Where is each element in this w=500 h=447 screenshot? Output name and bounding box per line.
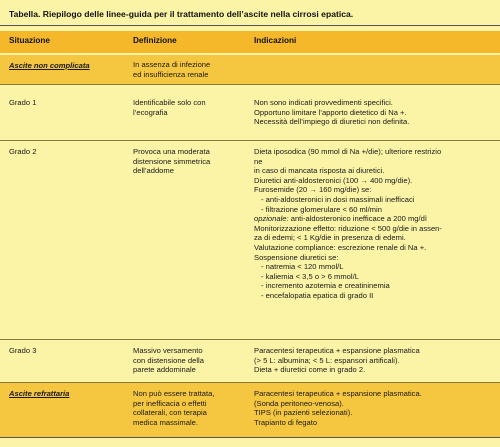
- text-line: collaterali, con terapia: [133, 408, 207, 418]
- text-line: Monitorizzazione effetto: riduzione < 500 g/die in assen-: [254, 223, 442, 233]
- header-situazione: Situazione: [9, 36, 50, 45]
- text-line: za di edemi; < 1 Kg/die in presenza di edemi.: [254, 233, 406, 243]
- cell-definizione: [133, 346, 245, 375]
- bullet-line: - anti-aldosteronici in dosi massimali inefficaci: [261, 194, 415, 204]
- text-line: Diuretici anti-aldosteronici (100 → 400 mg/die).: [254, 175, 413, 185]
- top-rule: [0, 25, 500, 26]
- bullet-line: - incremento azotemia e creatininemia: [261, 281, 390, 291]
- text-line: distensione simmetrica: [133, 156, 211, 166]
- situazione-label: Ascite refrattaria: [9, 389, 70, 398]
- text-line: (> 5 L: albumina; < 5 L: espansori artificali).: [254, 355, 400, 365]
- text-line: per inefficacia o effetti: [133, 398, 207, 408]
- text-line: dell’addome: [133, 166, 174, 176]
- text-line: Paracentesi terapeutica + espansione plasmatica: [254, 346, 420, 355]
- text-line: con distensione della: [133, 355, 204, 365]
- text-line: Non può essere trattata,: [133, 389, 215, 398]
- table-header: [0, 31, 500, 53]
- cell-indicazioni: [254, 389, 492, 427]
- text-line: Dieta + diuretici come in grado 2.: [254, 365, 366, 375]
- header-definizione: Definizione: [133, 36, 177, 45]
- cell-definizione: [133, 389, 245, 427]
- cell-indicazioni: [254, 346, 492, 375]
- bottom-rule: [0, 437, 500, 438]
- row-ascite-refrattaria: [0, 383, 500, 437]
- row-grado-2: [0, 141, 500, 339]
- cell-indicazioni: [254, 147, 492, 301]
- bullet-line: - natremia < 120 mmol/L: [261, 262, 344, 272]
- text-line: Necessità dell’impiego di diuretici non definita.: [254, 117, 410, 127]
- cell-situazione: [9, 389, 114, 399]
- text-line: parete addominale: [133, 365, 196, 375]
- text-line: Massivo versamento: [133, 346, 203, 355]
- cell-situazione: [9, 61, 114, 71]
- text-line: Opportuno limitare l’apporto dietetico di Na +.: [254, 107, 407, 117]
- row-ascite-non-complicata: [0, 55, 500, 84]
- text-line: (Sonda peritoneo-venosa).: [254, 398, 344, 408]
- cell-indicazioni: [254, 98, 492, 127]
- text-line: Provoca una moderata: [133, 147, 210, 156]
- text-line: Non sono indicati provvedimenti specifici.: [254, 98, 393, 107]
- text-line: Paracentesi terapeutica + espansione plasmatica.: [254, 389, 422, 398]
- bullet-line: - encefalopatia epatica di grado II: [261, 290, 374, 300]
- text-line: Sospensione diuretici se:: [254, 252, 339, 262]
- text-line: l’ecografia: [133, 107, 168, 117]
- text-line: medica massimale.: [133, 417, 198, 427]
- bullet-line: - filtrazione glomerulare < 60 ml/min: [261, 204, 382, 214]
- row-grado-3: [0, 340, 500, 382]
- text-line: Valutazione compliance: escrezione renale di Na +.: [254, 242, 427, 252]
- text-line: TIPS (in pazienti selezionati).: [254, 408, 353, 418]
- cell-definizione: [133, 98, 245, 117]
- text-line: ne: [254, 156, 263, 166]
- cell-situazione: Grado 3: [9, 346, 37, 355]
- text-line: Trapianto di fegato: [254, 417, 318, 427]
- text-line: Furosemide (20 → 160 mg/die) se:: [254, 185, 372, 195]
- text-line: in caso di mancata risposta ai diuretici.: [254, 166, 385, 176]
- cell-situazione: Grado 1: [9, 98, 37, 107]
- optional-prefix: opzionale:: [254, 214, 289, 224]
- row-grado-1: [0, 85, 500, 140]
- optional-line: opzionale: anti-aldosteronico inefficace a 200 mg/dì: [254, 214, 427, 224]
- table-title: Tabella. Riepilogo delle linee-guida per il trattamento dell’ascite nella cirrosi epatica.: [9, 9, 354, 19]
- cell-definizione: [133, 147, 245, 176]
- cell-definizione: [133, 60, 245, 79]
- text-line: Identificabile solo con: [133, 98, 206, 107]
- cell-situazione: Grado 2: [9, 147, 37, 156]
- situazione-label: Ascite non complicata: [9, 61, 90, 70]
- text-line: ed insufficienza renale: [133, 69, 209, 79]
- text-line: Dieta iposodica (90 mmol di Na +/die); ulteriore restrizio: [254, 147, 442, 156]
- header-indicazioni: Indicazioni: [254, 36, 297, 45]
- text-line: In assenza di infezione: [133, 60, 211, 69]
- bullet-line: - kaliemia < 3,5 o > 6 mmol/L: [261, 271, 359, 281]
